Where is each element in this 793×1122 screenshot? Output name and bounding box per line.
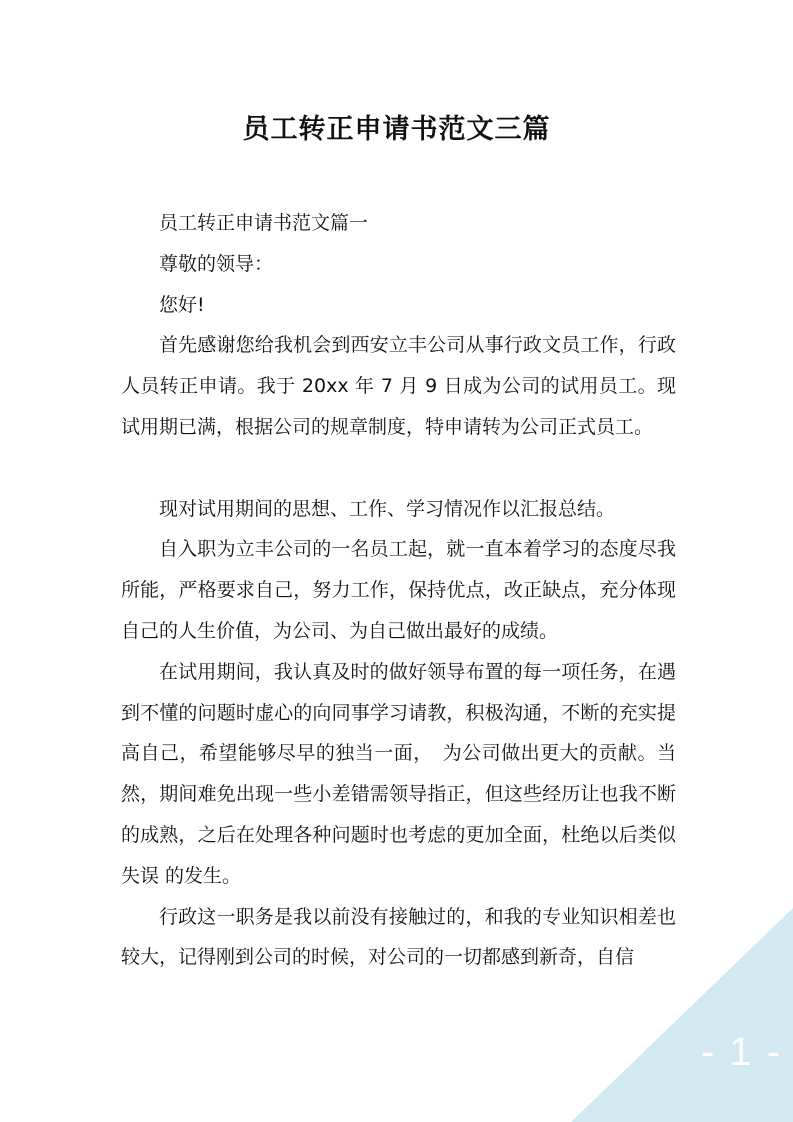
blank-line xyxy=(121,448,676,489)
page-number: - 1 - xyxy=(700,1030,783,1074)
paragraph-4: 在试用期间，我认真及时的做好领导布置的每一项任务，在遇到不懂的问题时虚心的向同事学习请教，积极沟通，不断的充实提高自己，希望能够尽早的独当一面， 为公司做出更大的贡献。当然，期间难免出现一些小差错需领导指正，但这些经历让也我不断的成熟，之后在处理各种问题时也考虑的更加全面，杜绝以后类似失误 的发生。 xyxy=(121,660,676,887)
paragraph-2: 现对试用期间的思想、工作、学习情况作以汇报总结。 xyxy=(159,497,616,520)
salutation: 尊敬的领导： xyxy=(159,252,274,275)
document-title: 员工转正申请书范文三篇 xyxy=(242,114,551,145)
document-body xyxy=(121,203,676,978)
corner-decoration xyxy=(571,908,793,1122)
paragraph-1: 首先感谢您给我机会到西安立丰公司从事行政文员工作，行政人员转正申请。我于 20xx 年 7 月 9 日成为公司的试用员工。现试用期已满，根据公司的规章制度，特申请转为公司正式员工。 xyxy=(121,334,676,438)
paragraph-5: 行政这一职务是我以前没有接触过的，和我的专业知识相差也较大，记得刚到公司的时候，对公司的一切都感到新奇，自信 xyxy=(121,905,676,969)
paragraph-3: 自入职为立丰公司的一名员工起，就一直本着学习的态度尽我所能，严格要求自己，努力工作，保持优点，改正缺点，充分体现自己的人生价值，为公司、为自己做出最好的成绩。 xyxy=(121,538,676,642)
section-heading: 员工转正申请书范文篇一 xyxy=(159,212,369,234)
greeting: 您好! xyxy=(159,293,205,316)
